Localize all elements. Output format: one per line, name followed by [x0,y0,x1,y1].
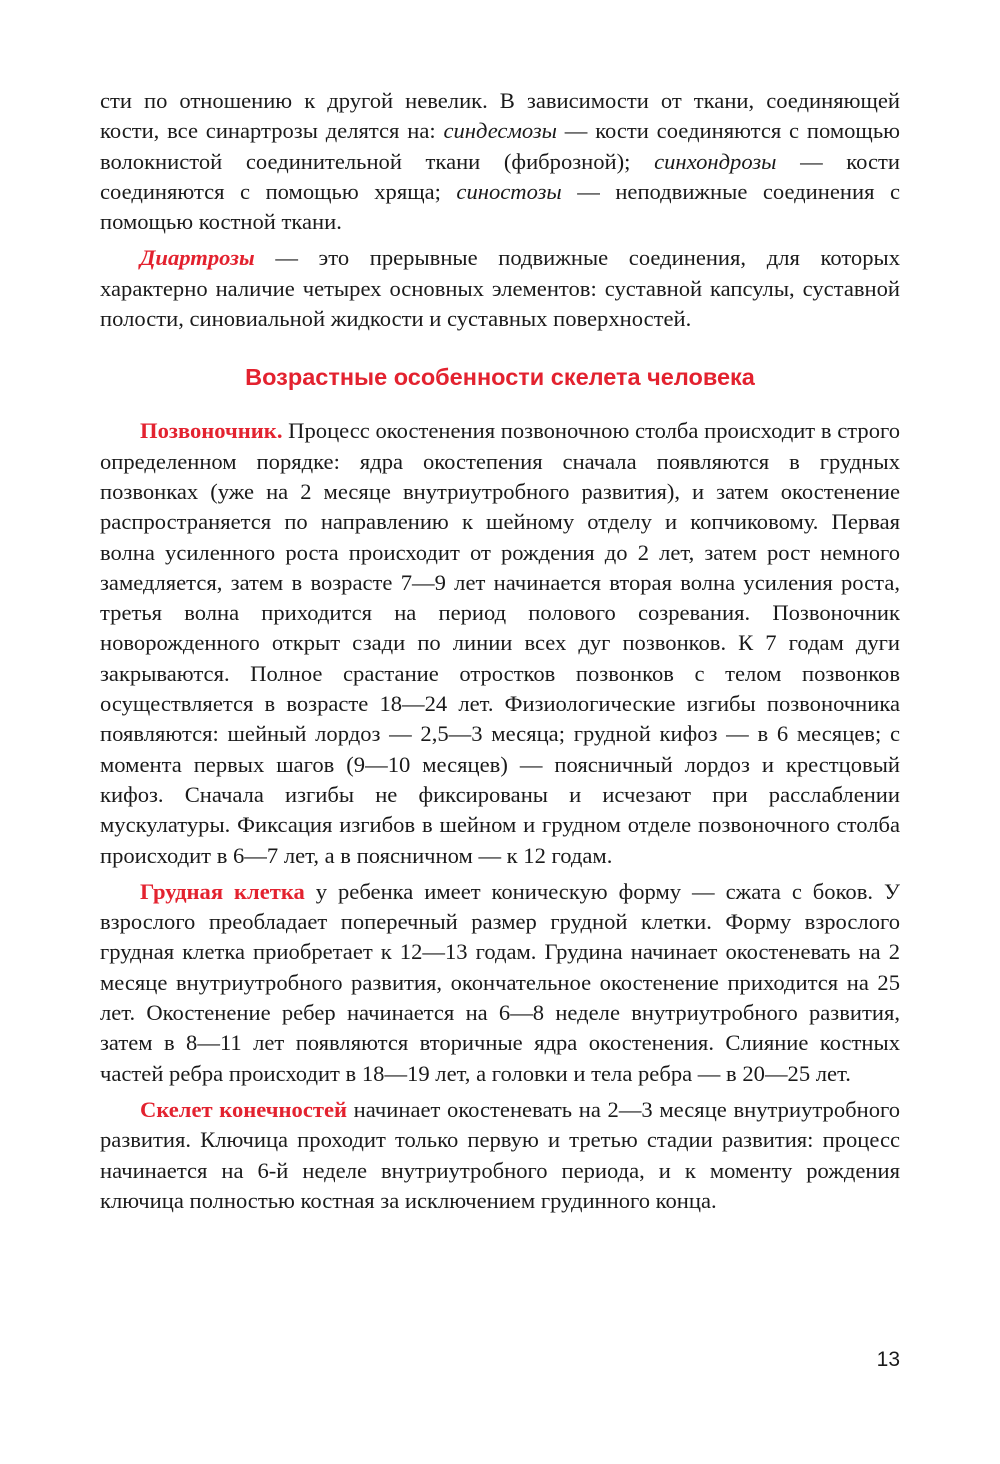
term-spine: Позвоночник. [140,418,283,444]
paragraph-synarthroses: сти по отношению к другой невелик. В зависимости от ткани, соединяющей кости, все синартрозы делятся на: синдесмозы — кости соединяются с помощью волокнистой соединительной ткани (фиброзной); синхондрозы — кости соединяются с помощью хряща; синостозы — неподвижные соединения с помощью костной ткани. [100,88,900,235]
paragraph-chest: Грудная клетка у ребенка имеет коническую форму — сжата с боков. У взрослого преобладает поперечный размер грудной клетки. Форму взрослого грудная клетка приобретает к 12—13 годам. Грудина начинает окостеневать на 2 месяце внутриутробного развития, окончательное окостенение приходится на 25 лет. Окостенение ребер начинается на 6—8 неделе внутриутробного развития, затем в 8—11 лет появляются вторичные ядра окостенения. Слияние костных частей ребра происходит в 18—19 лет, а головки и тела ребра — в 20—25 лет. [100,878,900,1086]
page-number: 13 [876,1348,900,1371]
term-synchondroses: синхондрозы [654,148,777,174]
term-syndesmoses: синдесмозы [443,118,557,144]
paragraph-limbs: Скелет конечностей начинает окостеневать на 2—3 месяце внутриутробного развития. Ключица проходит только первую и третью стадии развития: процесс начинается на 6-й неделе внутриутробного периода, и к моменту рождения ключица полностью костная за исключением грудинного конца. [100,1096,900,1213]
page-content [100,86,900,1216]
term-limbs: Скелет конечностей [140,1096,348,1122]
paragraph-diarthroses: Диартрозы — это прерывные подвижные соединения, для которых характерно наличие четырех основных элементов: суставной капсулы, суставной полости, синовиальной жидкости и суставных поверхностей. [100,245,900,332]
term-synostoses: синостозы [456,178,562,204]
section-heading: Возрастные особенности скелета человека [245,364,755,391]
term-chest: Грудная клетка [140,878,305,904]
term-diarthroses: Диартрозы [140,245,255,271]
paragraph-spine: Позвоночник. Процесс окостенения позвоночною столба происходит в строго определенном порядке: ядра окостепения сначала появляются в грудных позвонках (уже на 2 месяце внутриутробного развития), и затем окостенение распространяется по направлению к шейному отделу и копчиковому. Первая волна усиленного роста происходит от рождения до 2 лет, затем рост немного замедляется, затем в возрасте 7—9 лет начинается вторая волна усиления роста, третья волна приходится на период полового созревания. Позвоночник новорожденного открыт сзади по линии всех дуг позвонков. К 7 годам дуги закрываются. Полное срастание отростков позвонков с телом позвонков осуществляется в возрасте 18—24 лет. Физиологические изгибы позвоночника появляются: шейный лордоз — 2,5—3 месяца; грудной кифоз — в 6 месяцев; с момента первых шагов (9—10 месяцев) — поясничный лордоз и крестцовый кифоз. Сначала изгибы не фиксированы и исчезают при расслаблении мускулатуры. Фиксация изгибов в шейном и грудном отделе позвоночного столба происходит в 6—7 лет, а в поясничном — к 12 годам. [100,418,900,868]
